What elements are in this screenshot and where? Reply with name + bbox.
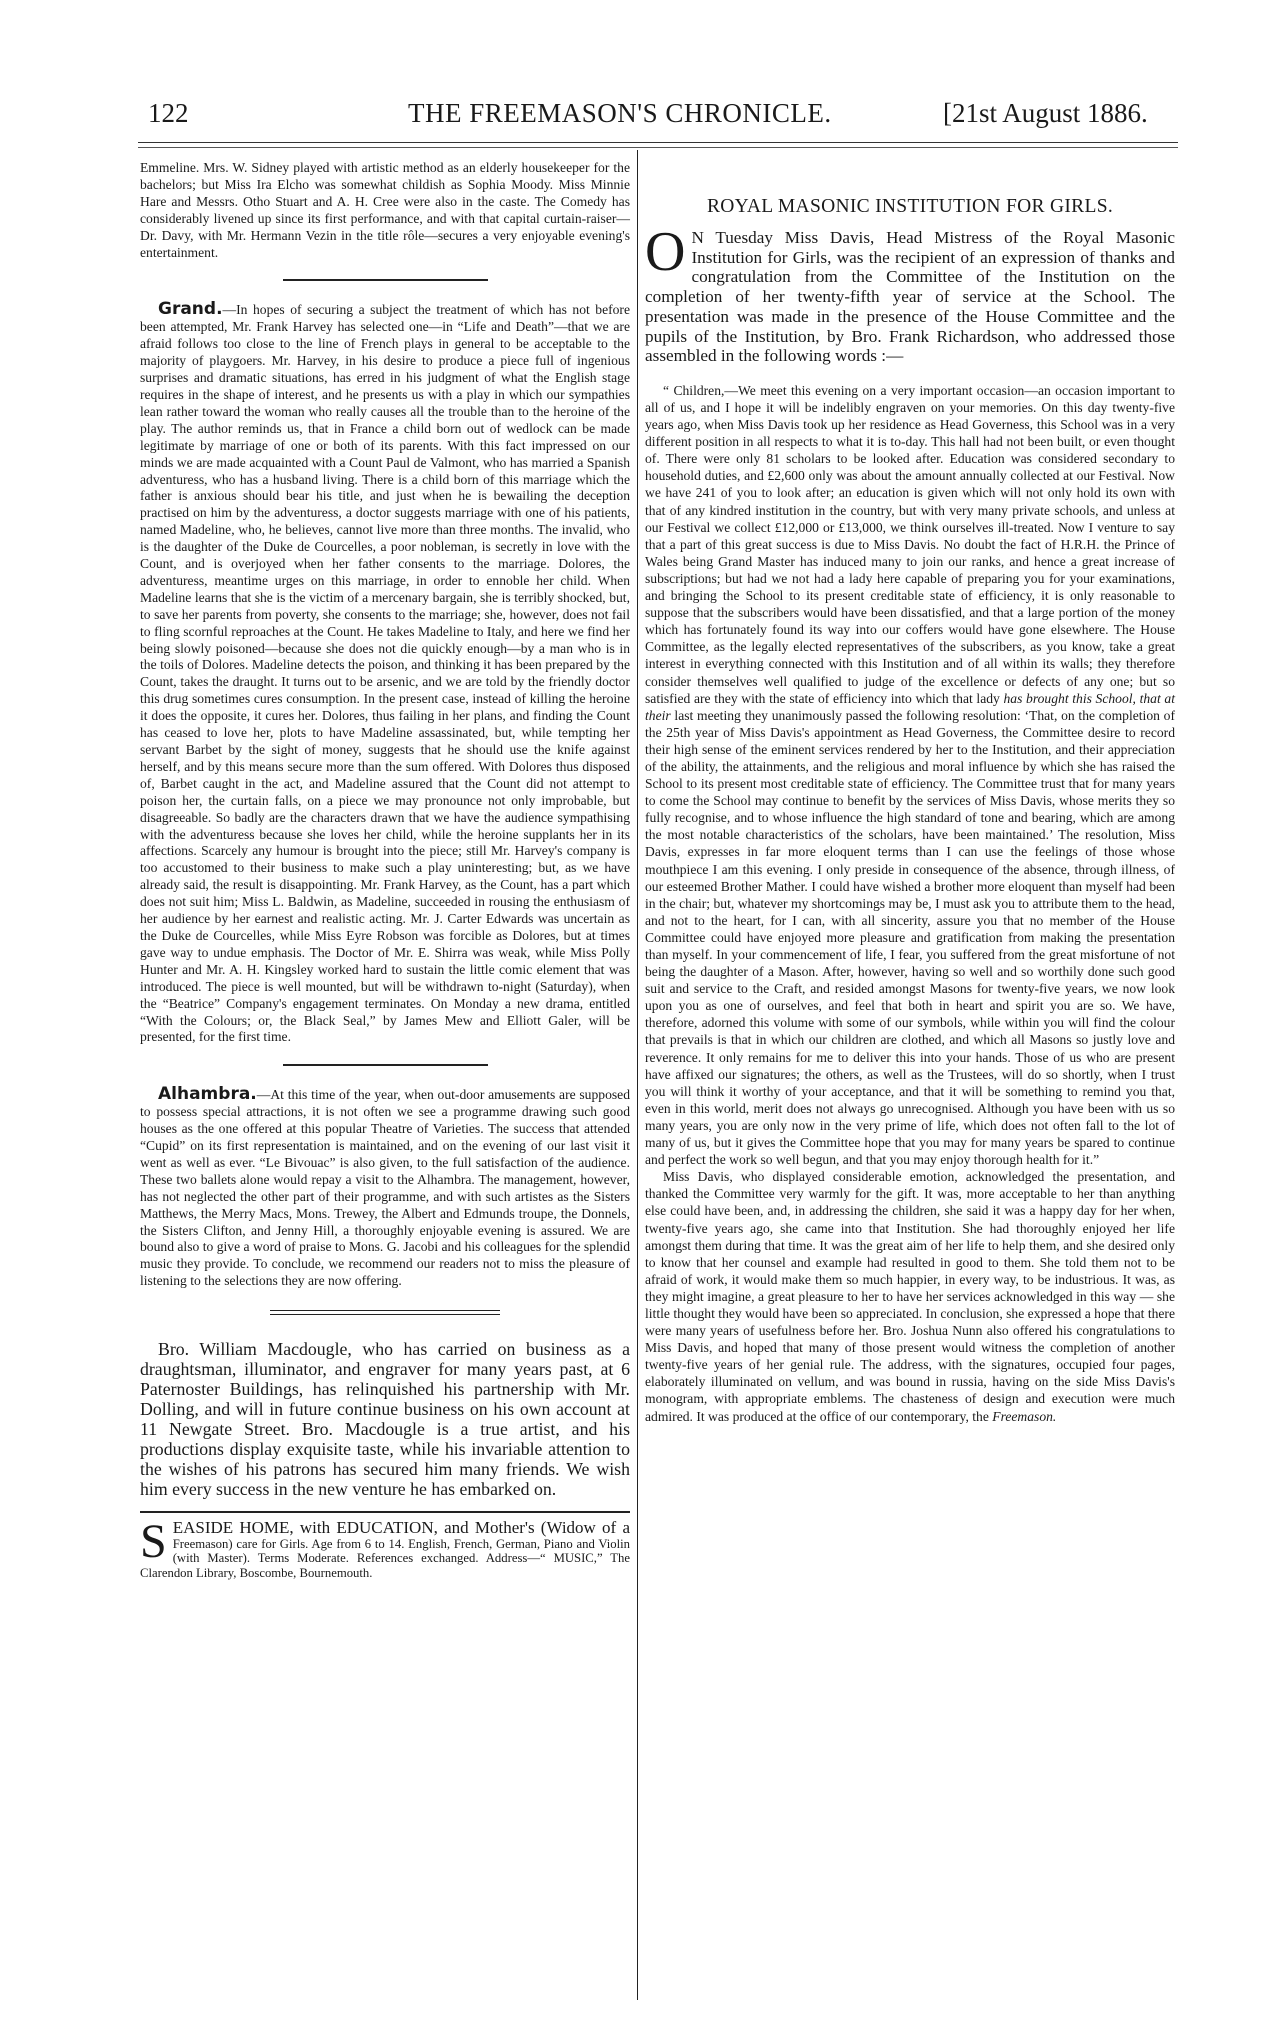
speech-text-a: “ Children,—We meet this evening on a very important occasion—an occasion important to all of us, and I hope it will be indelibly engraven on your memories. On this day twenty-five years ago, when Miss Davis took up her residence as Head Governess, this School was in a very different position in all respects to what it is to-day. This hall had not been built, or even thought of. There were only 81 scholars to be looked after. Education was considered secondary to household duties, and £2,600 only was about the amount annually collected at our Festival. Now we have 241 of you to look after; an education is given which will not only hold its own with that of any kindred institution in the country, but with very many private schools, and unless at our Festival we collect £12,000 or £13,000, we think ourselves ill-treated. Now I venture to say that a part of this great success is due to Miss Davis. No doubt the fact of H.R.H. the Prince of Wales being Grand Master has induced many to join our ranks, and hence a great increase of subscriptions; but had we not had a lady here capable of preparing you for your examinations, and bringing the School to its present creditable state of efficiency, it is only reasonable to suppose that the subscribers would have been dissatisfied, and that a large portion of the money which has fortunately found its way into our coffers would have gone elsewhere. The House Committee, as the legally elected representatives of the subscribers, as you know, take a great interest in everything connected with this Institution and of all within its walls; they therefore consider themselves well qualified to judge of the excellence or defects of any one; but so satisfied are they with the state of efficiency into which that lady xyxy=(645,382,1175,706)
article-intro xyxy=(645,221,1175,366)
right-column xyxy=(645,160,1175,1425)
grand-text: —In hopes of securing a subject the treatment of which has not before been attempted, Mr. Frank Harvey has selected one—in “Life and Death”—that we are afraid follows too close to the line of French plays in general to be acceptable to the majority of playgoers. Mr. Harvey, in his desire to produce a piece full of ingenious surprises and dramatic situations, has erred in his judgment of what the English stage requires in the shape of interest, and he presents us with a play in which our sympathies lean rather toward the woman who really causes all the trouble than to the heroine of the play. The author reminds us, that in France a child born out of wedlock can be made legitimate by marriage of one or both of its parents. With this fact impressed on our minds we are made acquainted with a Count Paul de Valmont, who has married a Spanish adventuress, who has a husband living. There is a child born of this marriage which the father is anxious should bear his title, and just when he is bewailing the deception practised on him by the adventuress, a doctor suggests marriage with one of his patients, named Madeline, who, he believes, cannot live more than three months. The invalid, who is the daughter of the Duke de Courcelles, a poor nobleman, is secretly in love with the Count, and is overjoyed when her father consents to the marriage. Dolores, the adventuress, meantime urges on this marriage, in order to ennoble her child. When Madeline learns that she is the victim of a mercenary bargain, she is terribly shocked, but, to save her parents from poverty, she consents to the marriage; she, however, does not fail to fling scornful reproaches at the Count. He takes Madeline to Italy, and here we find her being slowly poisoned—because she does not die quickly enough—by a man who is in the toils of Dolores. Madeline detects the poison, and thinking it has been prepared by the Count, takes the draught. It turns out to be arsenic, and we are told by the friendly doctor this drug sometimes cures consumption. In the present case, instead of killing the heroine it does the opposite, it cures her. Dolores, thus failing in her plans, and finding the Count has ceased to love her, plots to have Madeline assassinated, but, while tempting her servant Barbet by the sight of money, suggests that he should use the knife against herself, and by this means secure more than the sum offered. With Dolores thus disposed of, Barbet caught in the act, and Madeline assured that the Count did not attempt to poison her, the curtain falls, on a piece we may pronounce not only improbable, but disagreeable. So badly are the characters drawn that we have the audience sympathising with the adventuress because she loves her child, while the heroine supplants her in its affections. Scarcely any humour is brought into the piece; still Mr. Harvey's company is too accustomed to their business to make such a play uninteresting; but, as we have already said, the result is disappointing. Mr. Frank Harvey, as the Count, has a part which does not suit him; Miss L. Baldwin, as Madeline, succeeded in rousing the enthusiasm of her audience by her earnest and realistic acting. Mr. J. Carter Edwards was uncertain as the Duke de Courcelles, while Miss Eyre Robson was forcible as Dolores, but at times gave way to undue emphasis. The Doctor of Mr. E. Shirra was weak, while Miss Polly Hunter and Mr. A. H. Kingsley worked hard to sustain the little comic element that was introduced. The piece is well mounted, but will be withdrawn to-night (Saturday), when the “Beatrice” Company's engagement terminates. On Monday a new drama, entitled “With the Colours; or, the Black Seal,” by James Mew and Elliott Galer, will be presented, for the first time. xyxy=(140,302,630,1045)
alhambra-text: —At this time of the year, when out-door amusements are supposed to possess special attractions, it is not often we see a programme drawing such good houses as the one offered at this popular Theatre of Varieties. The success that attended “Cupid” on its first representation is maintained, and on the evening of our last visit it went as well as ever. “Le Bivouac” is also given, to the full satisfaction of the audience. These two ballets alone would repay a visit to the Alhambra. The management, however, has not neglected the other part of their programme, and with such artistes as the Sisters Matthews, the Merry Macs, Mons. Trewey, the Albert and Edmunds troupe, the Donnels, the Sisters Clifton, and Jenny Hill, a thoroughly enjoyable evening is assured. We are bound also to give a word of praise to Mons. G. Jacobi and his colleagues for the splendid music they provide. To conclude, we recommend our readers not to miss the pleasure of listening to the selections they are now offering. xyxy=(140,1087,630,1289)
page-number: 122 xyxy=(148,98,189,128)
speech-paragraph xyxy=(645,382,1175,1168)
emmeline-paragraph: Emmeline. Mrs. W. Sidney played with artistic method as an elderly housekeeper for the bachelors; but Miss Ira Elcho was somewhat childish as Sophia Moody. Miss Minnie Hare and Messrs. Otho Stuart and A. H. Cree were also in the caste. The Comedy has considerably livened up since its first performance, and with that capital curtain-raiser—Dr. Davy, with Mr. Hermann Vezin in the title rôle—secures a very enjoyable evening's entertainment. xyxy=(140,160,630,260)
masthead xyxy=(148,96,1178,130)
intro-dropcap: O xyxy=(645,221,686,283)
grand-heading: Grand. xyxy=(158,299,223,320)
speech-text-italic: has brought this School, that at their xyxy=(645,690,1175,723)
intro-text: N Tuesday Miss Davis, Head Mistress of the Royal Masonic Institution for Girls, was the recipient of an expression of thanks and congratulation from the Committee of the Institution on the completion of her twenty-fifth year of service at the School. The presentation was made in the presence of the House Committee and the pupils of the Institution, by Bro. Frank Richardson, who addressed those assembled in the following words :— xyxy=(645,228,1175,366)
response-paragraph xyxy=(645,1168,1175,1424)
freemason-title: Freemason. xyxy=(992,1408,1057,1424)
newspaper-title: THE FREEMASON'S CHRONICLE. xyxy=(408,98,832,128)
advert-dropcap: S xyxy=(140,1515,167,1569)
double-divider xyxy=(270,1310,500,1315)
section-divider xyxy=(283,1064,488,1066)
masthead-rule xyxy=(138,142,1178,143)
column-divider xyxy=(637,150,638,2000)
masthead-rule-secondary xyxy=(138,147,1178,148)
advert-divider xyxy=(140,1511,630,1513)
grand-review xyxy=(140,301,630,1046)
seaside-home-advert xyxy=(140,1515,630,1580)
issue-date: [21st August 1886. xyxy=(943,98,1148,128)
alhambra-heading: Alhambra. xyxy=(158,1084,257,1105)
alhambra-review xyxy=(140,1086,630,1290)
article-title: ROYAL MASONIC INSTITUTION FOR GIRLS. xyxy=(706,196,1114,217)
speech-text-b: last meeting they unanimously passed the following resolution: ‘That, on the completion of the 25th year of Miss Davis's appointment as Head Governess, the Committee desire to record their high sense of the eminent services rendered by her to the Institution, and their appreciation of the ability, the attainments, and the religious and moral influence by which she has raised the School to its present most creditable state of efficiency. The Committee trust that for many years to come the School may continue to benefit by the services of Miss Davis, whose merits they so fully recognise, and to whose influence the high standard of tone and bearing, which are among the most notable characteristics of the scholars, have been maintained.’ The resolution, Miss Davis, expresses in far more eloquent terms than I can use the feelings of those whose mouthpiece I am this evening. I only preside in consequence of the absence, through illness, of our esteemed Brother Mather. I could have wished a brother more eloquent than myself had been in the chair; but, whatever my shortcomings may be, I must ask you to attribute them to the head, and not to the heart, for I can, with all sincerity, assure you that no member of the House Committee could have enjoyed more pleasure and gratification from making the presentation than myself. In your commencement of life, I fear, you suffered from the great misfortune of not being the daughter of a Mason. After, however, having so well and so worthily done such good suit and service to the Craft, and resided amongst Masons for twenty-five years, we now look upon you as one of ourselves, and feel that both in heart and spirit you are so. We have, therefore, adorned this volume with some of our symbols, while within you will find the colour that prevails is that in which our children are clothed, and which all Masons so justly love and reverence. It only remains for me to deliver this into your hands. Those of us who are present have affixed our signatures; the others, as well as the Trustees, will do so shortly, when I trust you will think it worthy of your acceptance, and that it will be something to remind you that, even in this world, merit does not always go unrecognised. Although you have been with us so many years, you are only now in the very prime of life, which does not often fall to the lot of many of us, but it gives the Committee hope that you may for many years be spared to continue and perfect the work so well begun, and that you may enjoy thorough health for it.” xyxy=(645,707,1175,1168)
left-column xyxy=(140,160,630,1580)
section-divider xyxy=(283,279,488,281)
advert-lead: EASIDE HOME, with EDUCATION, and Mother's (Widow of a xyxy=(172,1518,630,1538)
response-text: Miss Davis, who displayed considerable emotion, acknowledged the presentation, and thanked the Committee very warmly for the gift. It was, more acceptable to her than anything else could have been, and, in addressing the children, she said it was a happy day for her when, twenty-five years ago, she came into that Institution. She had thoroughly enjoyed her life amongst them during that time. It was the great aim of her life to help them, and she desired only to know that her counsel and example had resulted in good to them. She told them not to be afraid of work, it would make them so much happier, in every way, to be industrious. It was, as they might imagine, a great pleasure to her to have her services acknowledged in this way — she little thought they would have been so appreciated. In conclusion, she expressed a hope that there were many years of usefulness before her. Bro. Joshua Nunn also offered his congratulations to Miss Davis, and hoped that many of those present would witness the completion of another twenty-five years of her genial rule. The address, with the signatures, occupied four pages, elaborately illuminated on vellum, and was bound in russia, having on the side Miss Davis's monogram, with appropriate emblems. The chasteness of design and execution were much admired. It was produced at the office of our contemporary, the xyxy=(645,1169,1175,1424)
advert-text: Freemason) care for Girls. Age from 6 to 14. English, French, German, Piano and Violin (with Master). Terms Moderate. References exchanged. Address—“ MUSIC,” The Clarendon Library, Boscombe, Bournemouth. xyxy=(140,1536,630,1580)
macdougle-notice: Bro. William Macdougle, who has carried on business as a draughtsman, illuminator, and engraver for many years past, at 6 Paternoster Buildings, has relinquished his partnership with Mr. Dolling, and will in future continue business on his own account at 11 Newgate Street. Bro. Macdougle is a true artist, and his productions display exquisite taste, while his invariable attention to the wishes of his patrons has secured him many friends. We wish him every success in the new venture he has embarked on. xyxy=(140,1339,630,1500)
